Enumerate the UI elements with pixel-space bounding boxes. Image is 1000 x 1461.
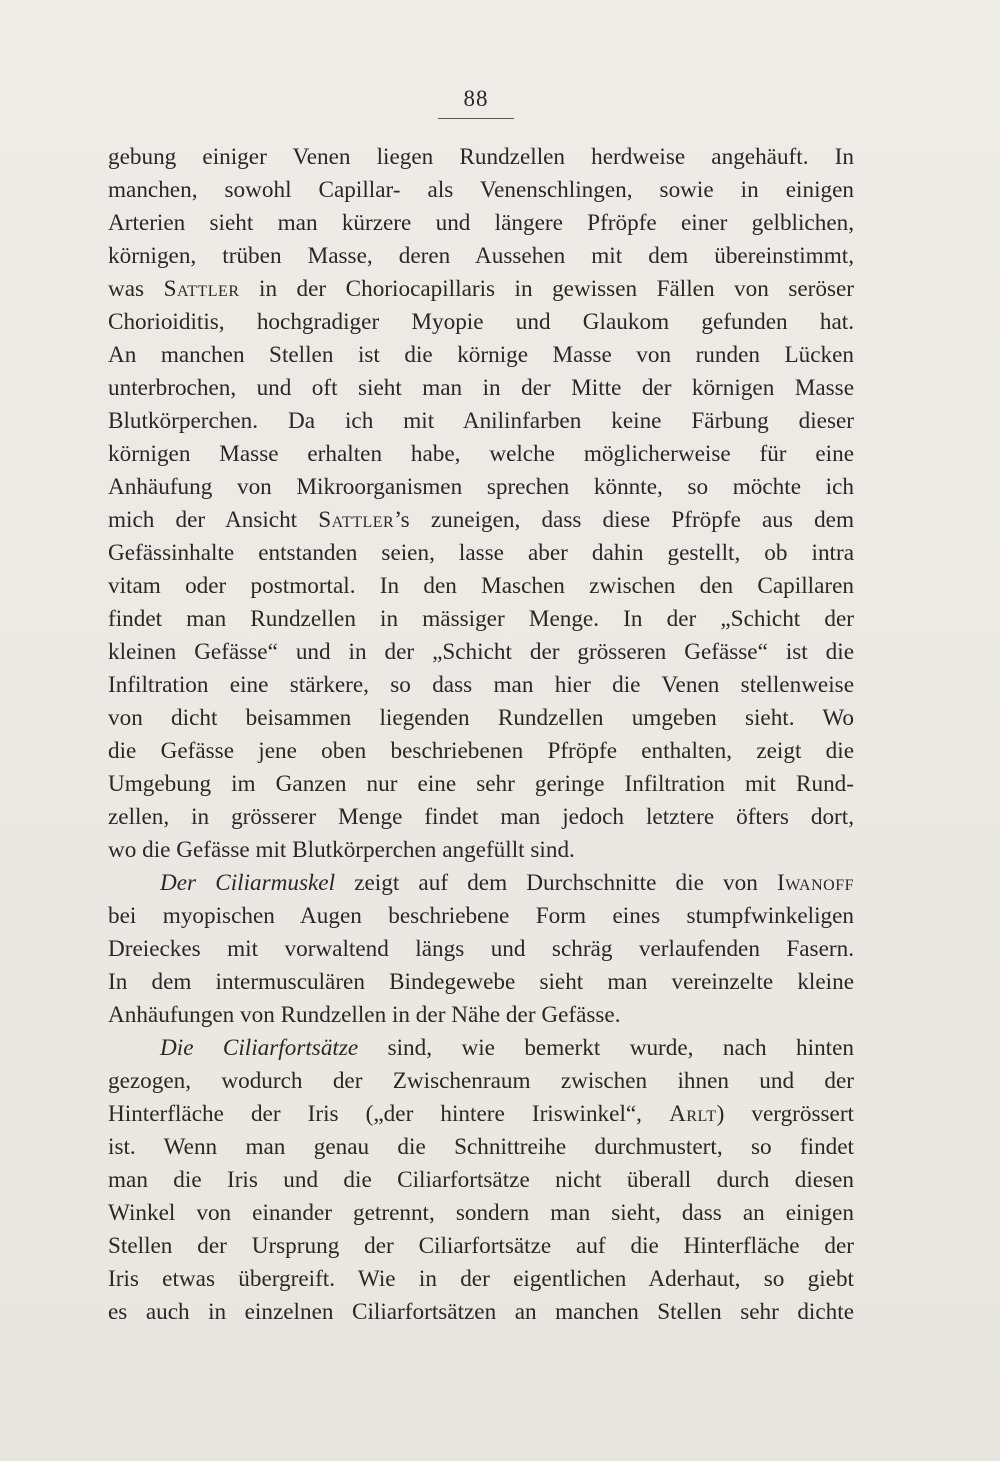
text-line: unterbrochen, und oft sieht man in der Mitte der körnigen Masse (108, 375, 854, 401)
text-line: gebung einiger Venen liegen Rundzellen herdweise angehäuft. In (108, 144, 854, 170)
text-line: man die Iris und die Ciliarfortsätze nicht überall durch diesen (108, 1167, 854, 1193)
text-line (108, 273, 854, 306)
text-line: bei myopischen Augen beschriebene Form eines stumpfwinkeligen (108, 903, 854, 929)
text-line: Stellen der Ursprung der Ciliarfortsätze auf die Hinterfläche der (108, 1233, 854, 1259)
page-number-rule (438, 118, 514, 119)
text-line: findet man Rundzellen in mässiger Menge. In der „Schicht der (108, 606, 854, 632)
text-line: Chorioiditis, hochgradiger Myopie und Glaukom gefunden hat. (108, 309, 854, 335)
text-line: körnigen Masse erhalten habe, welche möglicherweise für eine (108, 441, 854, 467)
text-line: kleinen Gefässe“ und in der „Schicht der grösseren Gefässe“ ist die (108, 639, 854, 665)
text-line: In dem intermusculären Bindegewebe sieht man vereinzelte kleine (108, 969, 854, 995)
text-line: An manchen Stellen ist die körnige Masse von runden Lücken (108, 342, 854, 368)
text-segment: ’s zuneigen, dass diese Pfröpfe aus dem (394, 507, 854, 533)
text-segment: zeigt auf dem Durchschnitte die von (335, 870, 777, 896)
text-line: es auch in einzelnen Ciliarfortsätzen an manchen Stellen sehr dichte (108, 1299, 854, 1325)
text-line (108, 867, 854, 900)
text-line: Iris etwas übergreift. Wie in der eigentlichen Aderhaut, so giebt (108, 1266, 854, 1292)
text-line: Anhäufungen von Rundzellen in der Nähe der Gefässe. (108, 1002, 621, 1028)
text-line: Winkel von einander getrennt, sondern man sieht, dass an einigen (108, 1200, 854, 1226)
text-line (108, 1098, 854, 1131)
text-line: ist. Wenn man genau die Schnittreihe durchmustert, so findet (108, 1134, 854, 1160)
section-term: Die Ciliarfortsätze (160, 1035, 359, 1061)
page-number: 88 (463, 86, 489, 111)
text-line: von dicht beisammen liegenden Rundzellen umgeben sieht. Wo (108, 705, 854, 731)
text-line: Gefässinhalte entstanden seien, lasse aber dahin gestellt, ob intra (108, 540, 854, 566)
text-line: Dreieckes mit vorwaltend längs und schräg verlaufenden Fasern. (108, 936, 854, 962)
text-line: Infiltration eine stärkere, so dass man hier die Venen stellenweise (108, 672, 854, 698)
text-line: Blutkörperchen. Da ich mit Anilinfarben keine Färbung dieser (108, 408, 854, 434)
author-name: Iwanoff (776, 870, 854, 896)
text-line: vitam oder postmortal. In den Maschen zwischen den Capillaren (108, 573, 854, 599)
author-name: Arlt (669, 1101, 717, 1127)
section-term: Der Ciliarmuskel (160, 870, 336, 896)
text-line: die Gefässe jene oben beschriebenen Pfröpfe enthalten, zeigt die (108, 738, 854, 764)
text-line: Arterien sieht man kürzere und längere Pfröpfe einer gelblichen, (108, 210, 854, 236)
body-text (108, 141, 854, 1329)
text-line: Anhäufung von Mikroorganismen sprechen könnte, so möchte ich (108, 474, 854, 500)
text-segment: sind, wie bemerkt wurde, nach hinten (358, 1035, 854, 1061)
text-line: gezogen, wodurch der Zwischenraum zwischen ihnen und der (108, 1068, 854, 1094)
text-segment: mich der Ansicht (108, 507, 319, 533)
text-line: Umgebung im Ganzen nur eine sehr geringe Infiltration mit Rund- (108, 771, 854, 797)
text-line (108, 504, 854, 537)
text-line: wo die Gefässe mit Blutkörperchen angefüllt sind. (108, 837, 575, 863)
text-segment: Hinterfläche der Iris („der hintere Iriswinkel“, (108, 1101, 670, 1127)
text-line: manchen, sowohl Capillar- als Venenschlingen, sowie in einigen (108, 177, 854, 203)
text-segment: in der Choriocapillaris in gewissen Fällen von seröser (239, 276, 854, 302)
author-name: Sattler (318, 507, 395, 533)
text-line: körnigen, trüben Masse, deren Aussehen mit dem übereinstimmt, (108, 243, 854, 269)
text-line: zellen, in grösserer Menge findet man jedoch letztere öfters dort, (108, 804, 854, 830)
text-segment: was (108, 276, 164, 302)
text-segment: ) vergrössert (716, 1101, 854, 1127)
text-line (108, 1032, 854, 1065)
author-name: Sattler (163, 276, 240, 302)
